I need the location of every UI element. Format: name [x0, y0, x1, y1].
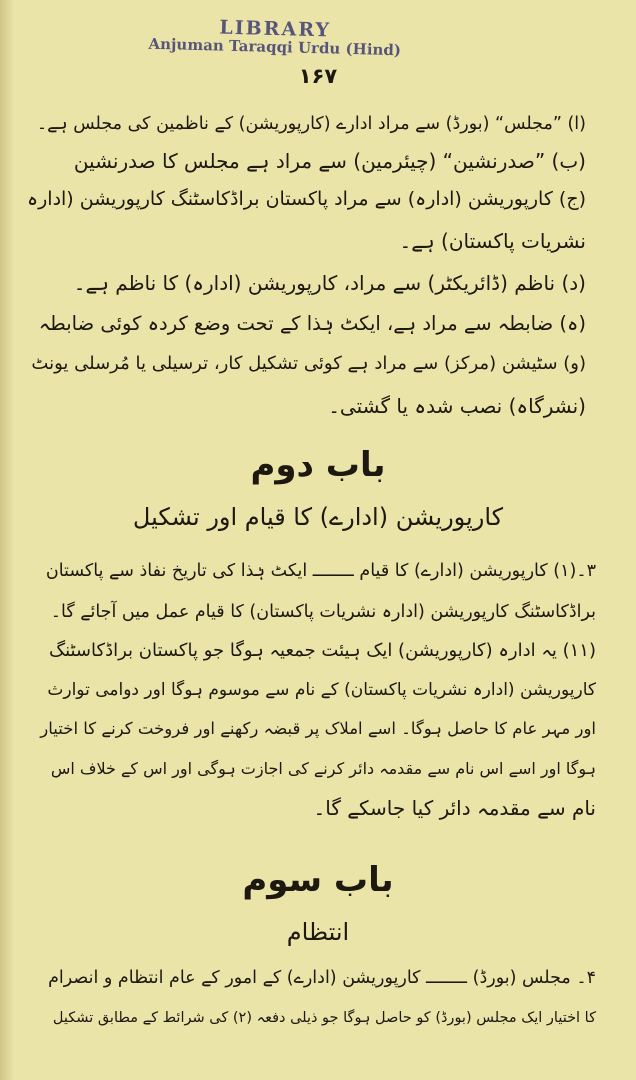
chapter-2-subtitle: کارپوریشن (ادارے) کا قیام اور تشکیل	[132, 503, 504, 531]
definition-f: (و) سٹیشن (مرکز) سے مراد ہے کوئی تشکیل کار، ترسیلی یا مُرسلی یونٹ	[31, 353, 586, 374]
stamp-line-1: LIBRARY	[219, 16, 332, 42]
definition-c: (ج) کارپوریشن (ادارہ) سے مراد پاکستان براڈکاسٹنگ کارپوریشن (ادارہ	[26, 188, 586, 210]
section-3-line-7: نام سے مقدمہ دائر کیا جاسکے گا۔	[313, 796, 596, 820]
chapter-3-subtitle: انتظام	[286, 918, 350, 946]
section-3-line-3: (۱۱) یہ ادارہ (کارپوریشن) ایک ہیئت جمعیہ ہوگا جو پاکستان براڈکاسٹنگ	[48, 640, 596, 661]
section-4-line-1: ۴۔ مجلس (بورڈ) ــــــــ کارپوریشن (ادارے) کے امور کے عام انتظام و انصرام	[48, 968, 596, 988]
chapter-2-title: باب دوم	[250, 445, 386, 485]
section-3-line-1: ۳۔(۱) کارپوریشن (ادارے) کا قیام ــــــــ ایکٹ ہٰذا کی تاریخ نفاذ سے پاکستان	[45, 561, 596, 581]
section-3-line-2: براڈکاسٹنگ کارپوریشن (ادارہ نشریات پاکستان) کا قیام عمل میں آجائے گا۔	[50, 602, 596, 622]
chapter-3-title: باب سوم	[242, 860, 394, 900]
definition-d: (د) ناظم (ڈائریکٹر) سے مراد، کارپوریشن (ادارہ) کا ناظم ہے۔	[73, 271, 586, 295]
section-4-line-2: کا اختیار ایک مجلس (بورڈ) کو حاصل ہوگا جو ذیلی دفعہ (۲) کی شرائط کے مطابق تشکیل	[52, 1010, 596, 1026]
library-stamp	[110, 14, 441, 61]
definition-a: (ا) ”مجلس“ (بورڈ) سے مراد ادارے (کارپوریشن) کے ناظمین کی مجلس ہے۔	[36, 114, 586, 134]
definition-f-cont: (نشرگاہ) نصب شدہ یا گشتی۔	[328, 394, 586, 418]
section-3-line-4: کارپوریشن (ادارہ نشریات پاکستان) کے نام سے موسوم ہوگا اور دوامی توارث	[47, 680, 596, 700]
section-3-line-6: ہوگا اور اسے اس نام سے مقدمہ دائر کرنے کی اجازت ہوگی اور اس کے خلاف اس	[50, 759, 596, 778]
definition-b: (ب) ”صدرنشین“ (چیئرمین) سے مراد ہے مجلس کا صدرنشین	[73, 149, 586, 173]
page-number: ۱۶۷	[298, 64, 338, 88]
stamp-line-2: Anjuman Taraqqi Urdu (Hind)	[148, 34, 402, 60]
definition-c-cont: نشریات پاکستان) ہے۔	[399, 229, 586, 253]
section-3-line-5: اور مہر عام کا حاصل ہوگا۔ اسے املاک پر قبضہ رکھنے اور فروخت کرنے کا اختیار	[40, 719, 596, 738]
definition-e: (ہ) ضابطہ سے مراد ہے، ایکٹ ہٰذا کے تحت وضع کردہ کوئی ضابطہ	[38, 312, 586, 335]
